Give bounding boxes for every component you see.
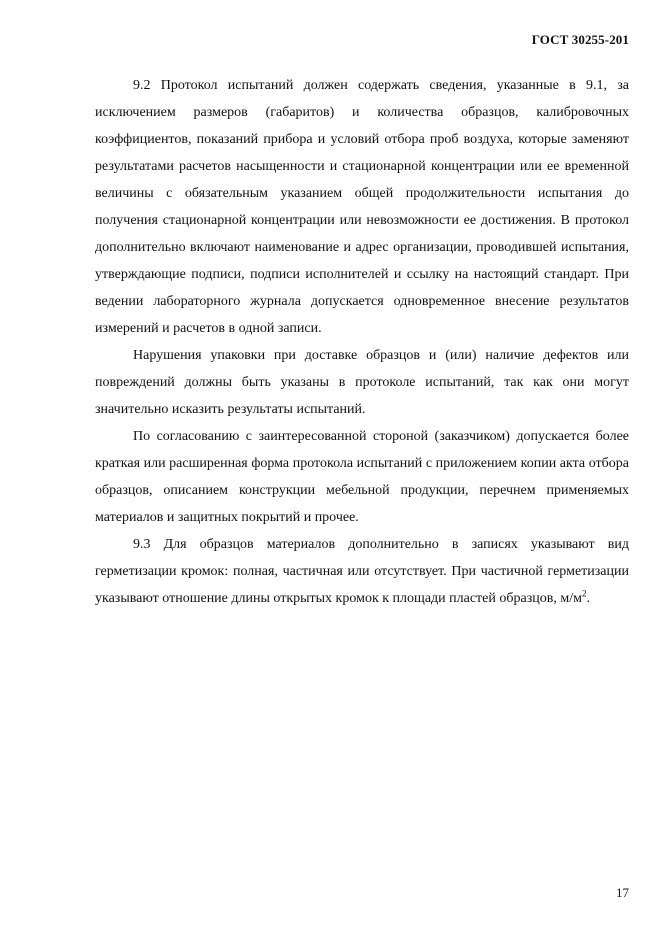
standard-code: ГОСТ 30255-201 [531, 32, 629, 47]
paragraph-9-2: 9.2 Протокол испытаний должен содержать сведения, указанные в 9.1, за исключением размеров (габаритов) и количества образцов, калибровочных коэффициентов, показаний прибора и условий отбора проб воздуха, которые заменяют результатами расчетов насыщенности и стационарной концентрации или ее временной величины с обязательным указанием общей продолжительности испытания до получения стационарной концентрации или невозможности ее достижения. В протокол дополнительно включают наименование и адрес организации, проводившей испытания, утверждающие подписи, подписи исполнителей и ссылку на настоящий стандарт. При ведении лабораторного журнала допускается одновременное внесение результатов измерений и расчетов в одной записи. [95, 78, 629, 336]
page-number: 17 [616, 885, 629, 900]
unit-superscript: 2 [581, 588, 587, 599]
paragraph-9-3 [95, 531, 629, 612]
document-body [95, 72, 629, 612]
paragraph-9-3-tail: . [586, 591, 590, 606]
paragraph-9-3-text: 9.3 Для образцов материалов дополнительно в записях указывают вид герметизации кромок: полная, частичная или отсутствует. При частичной герметизации указывают отношение длины открытых кромок к площади пластей образцов, м/м [95, 537, 629, 606]
paragraph-agreement: По согласованию с заинтересованной стороной (заказчиком) допускается более краткая или расширенная форма протокола испытаний с приложением копии акта отбора образцов, описанием конструкции мебельной продукции, перечнем применяемых материалов и защитных покрытий и прочее. [95, 429, 629, 525]
paragraph-packaging: Нарушения упаковки при доставке образцов и (или) наличие дефектов или повреждений должны быть указаны в протоколе испытаний, так как они могут значительно исказить результаты испытаний. [95, 348, 629, 417]
